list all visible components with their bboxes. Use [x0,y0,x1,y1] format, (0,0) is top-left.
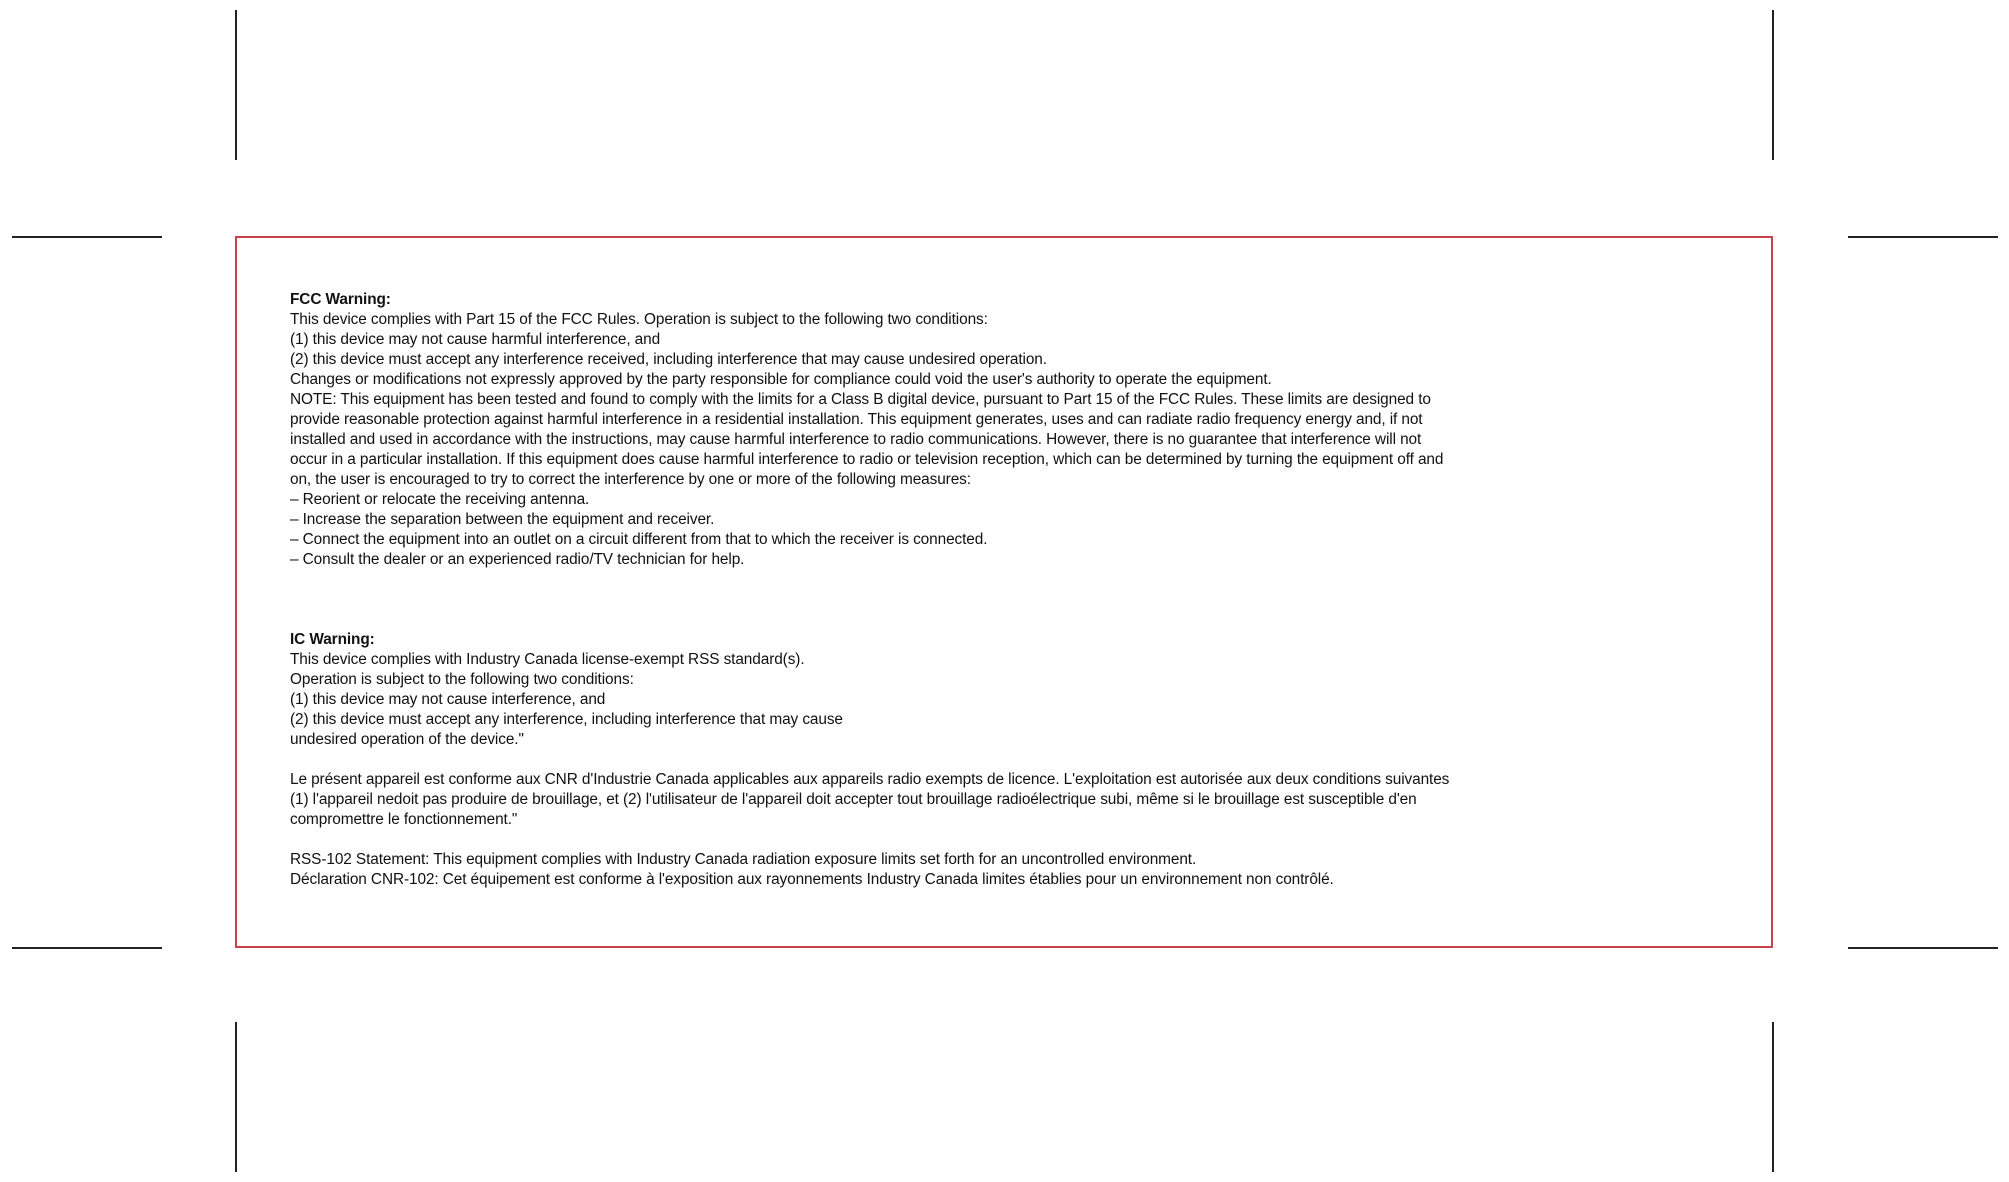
crop-mark-right-bottom [1848,947,1998,949]
fcc-measure-item: – Connect the equipment into an outlet on a circuit different from that to which the receiver is connected. [290,531,988,548]
section-spacer [290,830,1755,850]
rss-section [290,850,1755,890]
fcc-heading: FCC Warning: [290,291,391,308]
crop-mark-bottom-left [235,1022,237,1172]
fcc-line: (2) this device must accept any interference received, including interference that may cause undesired operation. [290,351,1047,368]
fcc-line: This device complies with Part 15 of the FCC Rules. Operation is subject to the following two conditions: [290,311,988,328]
regulatory-label-panel [235,236,1773,948]
crop-mark-left-bottom [12,947,162,949]
fcc-line: Changes or modifications not expressly approved by the party responsible for compliance could void the user's authority to operate the equipment. [290,371,1272,388]
fcc-measure-item: – Reorient or relocate the receiving antenna. [290,491,590,508]
crop-mark-right-top [1848,236,1998,238]
fcc-line: (1) this device may not cause harmful interference, and [290,331,661,348]
crop-mark-top-right [1772,10,1774,160]
fcc-line: occur in a particular installation. If this equipment does cause harmful interference to radio or television reception, which can be determined by turning the equipment off and [290,451,1444,468]
paragraph-spacer [290,750,1755,770]
ic-section [290,630,1755,830]
ic-french-line: compromettre le fonctionnement." [290,811,518,828]
ic-french-line: (1) l'appareil nedoit pas produire de brouillage, et (2) l'utilisateur de l'appareil doit accepter tout brouillage radioélectrique subi, même si le brouillage est susceptible d'en [290,791,1417,808]
ic-heading: IC Warning: [290,631,375,648]
fcc-line: installed and used in accordance with the instructions, may cause harmful interference to radio communications. However, there is no guarantee that interference will not [290,431,1422,448]
crop-mark-top-left [235,10,237,160]
fcc-section [290,290,1755,570]
ic-french-line: Le présent appareil est conforme aux CNR d'Industrie Canada applicables aux appareils radio exempts de licence. L'exploitation est autorisée aux deux conditions suivantes [290,771,1450,788]
fcc-line: provide reasonable protection against harmful interference in a residential installation. This equipment generates, uses and can radiate radio frequency energy and, if not [290,411,1423,428]
crop-mark-bottom-right [1772,1022,1774,1172]
rss-statement-english: RSS-102 Statement: This equipment complies with Industry Canada radiation exposure limits set forth for an uncontrolled environment. [290,851,1197,868]
ic-line: (1) this device may not cause interference, and [290,691,606,708]
ic-line: Operation is subject to the following two conditions: [290,671,634,688]
fcc-line: NOTE: This equipment has been tested and found to comply with the limits for a Class B digital device, pursuant to Part 15 of the FCC Rules. These limits are designed to [290,391,1431,408]
fcc-measure-item: – Consult the dealer or an experienced radio/TV technician for help. [290,551,745,568]
regulatory-text [290,290,1755,890]
ic-line: undesired operation of the device." [290,731,524,748]
section-spacer [290,570,1755,630]
fcc-measure-item: – Increase the separation between the equipment and receiver. [290,511,715,528]
ic-line: (2) this device must accept any interference, including interference that may cause [290,711,843,728]
ic-line: This device complies with Industry Canada license-exempt RSS standard(s). [290,651,805,668]
rss-statement-french: Déclaration CNR-102: Cet équipement est conforme à l'exposition aux rayonnements Industry Canada limites établies pour un environnement non contrôlé. [290,871,1334,888]
fcc-line: on, the user is encouraged to try to correct the interference by one or more of the following measures: [290,471,971,488]
crop-mark-left-top [12,236,162,238]
